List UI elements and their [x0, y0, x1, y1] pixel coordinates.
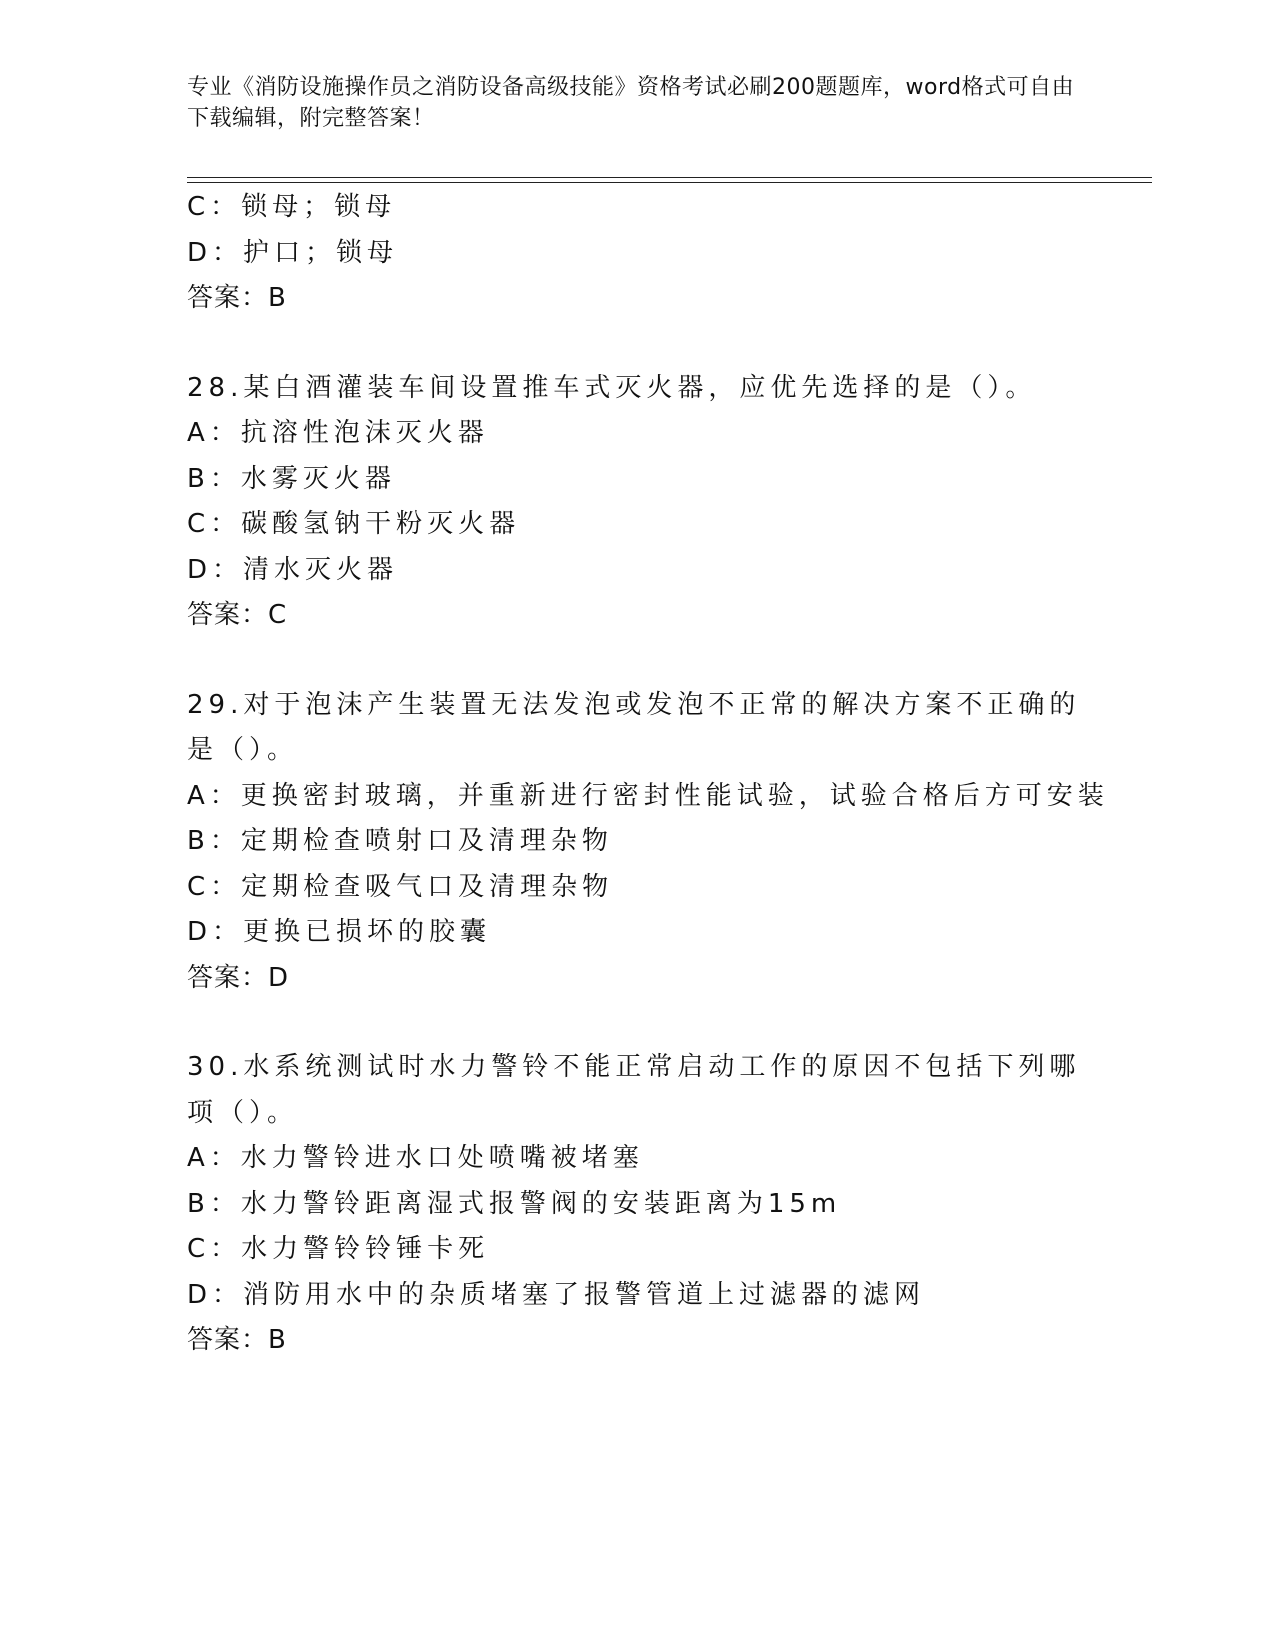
- question-29: [187, 683, 1109, 1002]
- option-a: A：水力警铃进水口处喷嘴被堵塞: [187, 1143, 644, 1173]
- header-rule-top: [187, 177, 1152, 178]
- option-b: B：定期检查喷射口及清理杂物: [187, 826, 613, 856]
- header-rule-bottom: [187, 182, 1152, 183]
- question-stem: 29.对于泡沫产生装置无法发泡或发泡不正常的解决方案不正确的是（）。: [187, 689, 1081, 765]
- option-c: C：锁母；锁母: [187, 192, 397, 222]
- question-30: [187, 1045, 1087, 1364]
- option-b: B：水力警铃距离湿式报警阀的安装距离为15m: [187, 1188, 842, 1219]
- question-27-continued: [187, 185, 1087, 322]
- option-d: D：清水灭火器: [187, 554, 399, 585]
- question-stem: 30.水系统测试时水力警铃不能正常启动工作的原因不包括下列哪项（）。: [187, 1052, 1081, 1128]
- answer: 答案：D: [187, 962, 290, 993]
- document-header: 专业《消防设施操作员之消防设备高级技能》资格考试必刷200题题库，word格式可自由下载编辑，附完整答案！: [187, 75, 1075, 131]
- option-d: D：更换已损坏的胶囊: [187, 917, 492, 947]
- question-28: [187, 366, 1087, 639]
- answer: 答案：B: [187, 283, 287, 313]
- answer: 答案：C: [187, 600, 288, 630]
- option-d: D：消防用水中的杂质堵塞了报警管道上过滤器的滤网: [187, 1279, 926, 1310]
- option-b: B：水雾灭火器: [187, 463, 396, 494]
- option-a: A：抗溶性泡沫灭火器: [187, 418, 489, 448]
- option-c: C：碳酸氢钠干粉灭火器: [187, 509, 521, 539]
- option-a: A：更换密封玻璃，并重新进行密封性能试验，试验合格后方可安装: [187, 780, 1109, 811]
- question-stem: 28.某白酒灌装车间设置推车式灭火器，应优先选择的是（）。: [187, 372, 1037, 403]
- question-list: [187, 185, 1109, 1364]
- answer: 答案：B: [187, 1325, 287, 1355]
- option-c: C：水力警铃铃锤卡死: [187, 1234, 490, 1264]
- option-c: C：定期检查吸气口及清理杂物: [187, 871, 614, 902]
- option-d: D：护口；锁母: [187, 237, 399, 268]
